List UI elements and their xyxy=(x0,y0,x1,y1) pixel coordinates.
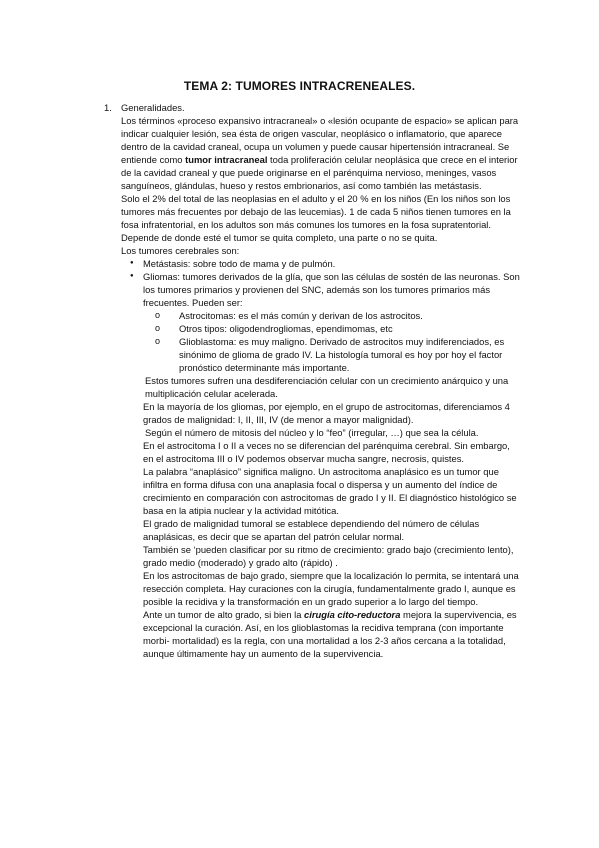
circle-bullet-icon: o xyxy=(155,323,161,333)
section-body xyxy=(121,114,521,660)
paragraph-mitosis: Según el número de mitosis del núcleo y lo “feo” (irregular, …) que sea la célula. xyxy=(145,427,479,438)
text-run: Los términos «proceso expansivo intracraneal» o «lesión ocupante de espacio» se aplican para indicar cualquier lesión, sea ésta de origen vascular, neoplásico o inflamatorio, que aparece dentro de la cavidad craneal, ocupa un volumen y puede causar hipertensión intracraneal. Se entiende como xyxy=(121,115,519,165)
text-run: mejora la supervivencia, es excepcional la curación. Así, en los glioblastomas la recidiva temprana (con importante morbi- mortalidad) es la regla, con una mortalidad a los 2-3 años cercana a la totalidad, aunque últimamente hay un aumento de la supervivencia. xyxy=(143,609,517,659)
paragraph-grades: En la mayoría de los gliomas, por ejemplo, en el grupo de astrocitomas, diferenciamos 4 grados de malignidad: I, II, III, IV (de menor a mayor malignidad). xyxy=(143,401,510,425)
paragraph-growth-rate: También se ‘pueden clasificar por su ritmo de crecimiento: grado bajo (crecimiento lento), grado medio (moderado) y grado alto (rápido) . xyxy=(143,544,514,568)
sub-bullet-text: Otros tipos: oligodendrogliomas, ependimomas, etc xyxy=(179,323,393,334)
section-number: 1. xyxy=(104,102,112,113)
paragraph-resection: Depende de donde esté el tumor se quita completo, una parte o no se quita. xyxy=(121,232,438,243)
bold-italic-term: cirugía cito-reductora xyxy=(304,609,401,620)
bold-term: tumor intracraneal xyxy=(185,154,268,165)
bullet-item: ● Gliomas: tumores derivados de la glía, que son las células de sostén de las neuronas. Son los tumores primarios y provienen del SNC, además son los tumores primarios más frecuentes. Pueden ser: xyxy=(121,270,521,309)
sub-bullet-item xyxy=(143,335,521,374)
paragraph-astrocytoma-grades: En el astrocitoma I o II a veces no se diferencian del parénquima cerebral. Sin embargo, en el astrocitoma III o IV podemos observar mucha sangre, necrosis, quistes. xyxy=(143,440,510,464)
paragraph-malignancy: El grado de malignidad tumoral se establece dependiendo del número de células anaplásicas, es decir que se apartan del patrón celular normal. xyxy=(143,518,480,542)
circle-bullet-icon: o xyxy=(155,336,161,346)
page-title: TEMA 2: TUMORES INTRACRENEALES. xyxy=(183,79,416,93)
paragraph-high-grade xyxy=(143,608,521,660)
sub-bullet-text: Astrocitomas: es el más común y derivan de los astrocitos. xyxy=(179,310,423,321)
bullet-item: ● Metástasis: sobre todo de mama y de pulmón. xyxy=(121,257,521,270)
paragraph-epidemiology: Solo el 2% del total de las neoplasias en el adulto y el 20 % en los niños (En los niños son los tumores más frecuentes por debajo de las leucemias). 1 de cada 5 niños tienen tumores en la fosa infratentorial, en los adultos son más comunes los tumores en la fosa supratentorial. xyxy=(121,193,511,230)
paragraph-dedifferentiation: Estos tumores sufren una desdiferenciación celular con un crecimiento anárquico y una multiplicación celular acelerada. xyxy=(145,375,509,399)
circle-bullet-icon: o xyxy=(155,310,161,320)
paragraph-low-grade: En los astrocitomas de bajo grado, siempre que la localización lo permita, se intentará una resección completa. Hay curaciones con la cirugía, fundamentalmente grado I, aunque es posible la recidiva y la transformación en un grado superior a lo largo del tiempo. xyxy=(143,570,519,607)
text-run: Ante un tumor de alto grado, si bien la xyxy=(143,609,305,620)
text-run: toda proliferación celular neoplásica que crece en el interior de la cavidad craneal y que puede originarse en el parénquima nervioso, meninges, vasos sanguíneos, glándulas, hueso y restos embrionarios, así como también las metástasis. xyxy=(121,154,518,191)
paragraph-anaplastic: La palabra “anaplásico” significa maligno. Un astrocitoma anaplásico es un tumor que infiltra en forma difusa con una anaplasia focal o dispersa y un aumento del índice de crecimiento en comparación con astrocitomas de grado I y II. El diagnóstico histológico se basa en la atipia nuclear y la actividad mitótica. xyxy=(143,466,517,516)
sub-bullet-text: Glioblastoma: es muy maligno. Derivado de astrocitos muy indiferenciados, es sinónimo de glioma de grado IV. La histología tumoral es hoy por hoy el factor pronóstico determinante más importante. xyxy=(179,336,505,373)
section-title: Generalidades. xyxy=(121,102,185,113)
sub-bullet-item xyxy=(143,309,521,322)
paragraph-definition xyxy=(121,114,521,192)
sub-bullet-item xyxy=(143,322,521,335)
paragraph-types-intro: Los tumores cerebrales son: xyxy=(121,245,240,256)
